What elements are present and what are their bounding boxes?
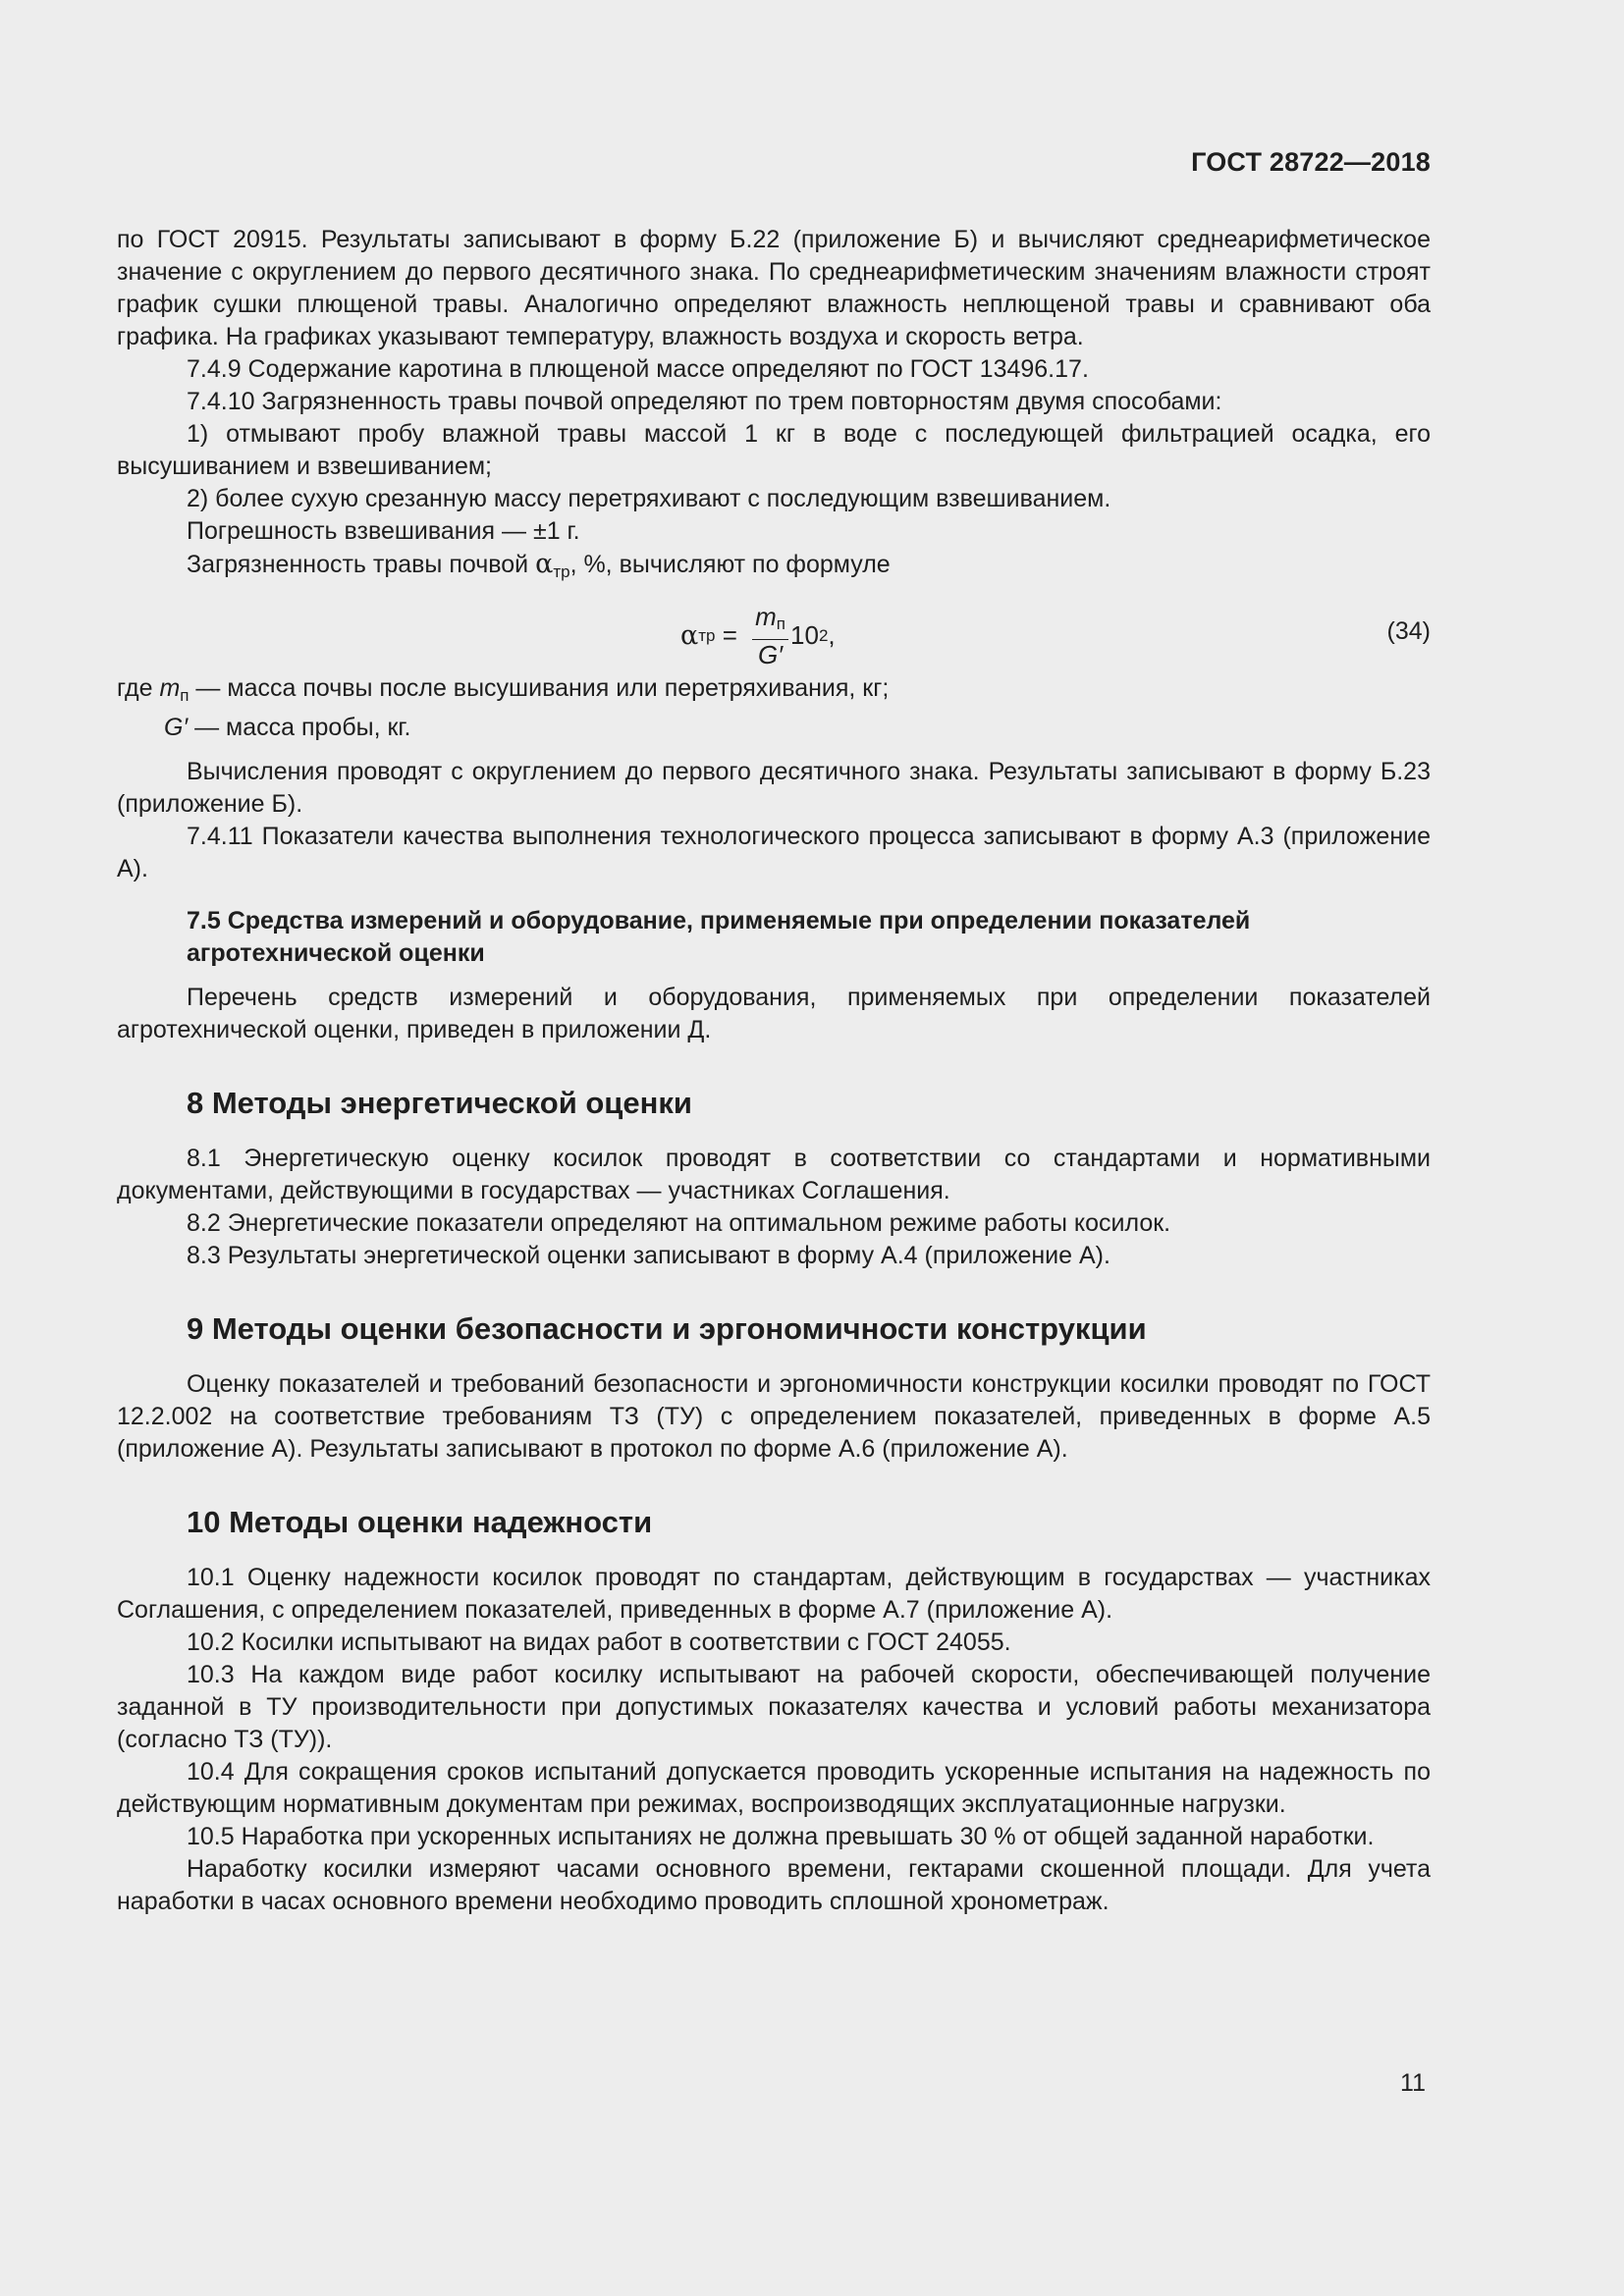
fraction-denominator: G′ [758,640,784,669]
formula-lhs-subscript: тр [698,626,716,645]
paragraph-10-4: 10.4 Для сокращения сроков испытаний допускается проводить ускоренные испытания на надежность по действующим нормативным документам при режимах, воспроизводящих эксплуатационные нагрузки. [117,1758,1431,1818]
alpha-subscript: тр [553,562,570,581]
formula-power: 2 [818,626,829,645]
paragraph-calculation: Вычисления проводят с округлением до первого десятичного знака. Результаты записывают в форму Б.23 (приложение Б). [117,758,1431,818]
formula-equals: = [715,620,745,650]
where-text-2: — масса пробы, кг. [188,714,411,741]
formula-intro [117,548,1431,588]
where-symbol-m: m [159,674,181,702]
document-id-header: ГОСТ 28722—2018 [1191,147,1431,177]
paragraph-7-5: Перечень средств измерений и оборудования, применяемых при определении показателей агротехнической оценки, приведен в приложении Д. [117,984,1431,1043]
paragraph-10-1: 10.1 Оценку надежности косилок проводят по стандартам, действующим в государствах — участниках Соглашения, с определением показателей, приведенных в форме А.7 (приложение А). [117,1564,1431,1624]
paragraph-10-5: 10.5 Наработка при ускоренных испытаниях не должна превышать 30 % от общей заданной наработки. [187,1823,1375,1850]
document-page [117,0,1431,2296]
section-9-title: 9 Методы оценки безопасности и эргономичности конструкции [187,1311,1147,1346]
section-7-5-title: 7.5 Средства измерений и оборудование, применяемые при определении показателей агротехнической оценки [187,907,1251,967]
where-text-1: — масса почвы после высушивания или перетряхивания, кг; [189,674,890,702]
numerator-symbol: m [755,602,777,631]
document-body [117,224,1431,1918]
alpha-symbol: α [535,549,554,579]
paragraph-continuation: по ГОСТ 20915. Результаты записывают в форму Б.22 (приложение Б) и вычисляют среднеарифметическое значение с округлением до первого десятичного знака. По среднеарифметическим значениям влажности строят график сушки плющеной травы. Аналогично определяют влажность неплющеной травы и сравнивают оба графика. На графиках указывают температуру, влажность воздуха и скорость ветра. [117,226,1431,350]
paragraph-8-2: 8.2 Энергетические показатели определяют на оптимальном режиме работы косилок. [187,1209,1171,1237]
formula-factor: 10 [790,620,819,650]
paragraph-10-3: 10.3 На каждом виде работ косилку испытывают на рабочей скорости, обеспечивающей получение заданной в ТУ производительности при допустимых показателях качества и условий работы механизатора (согласно ТЗ (ТУ)). [117,1661,1431,1753]
formula-intro-text: Загрязненность травы почвой [187,551,536,578]
formula-expression [680,602,836,669]
formula-34 [117,596,1431,672]
list-item-2: 2) более сухую срезанную массу перетряхивают с последующим взвешиванием. [187,485,1111,512]
section-8-title: 8 Методы энергетической оценки [187,1086,692,1120]
paragraph-8-3: 8.3 Результаты энергетической оценки записывают в форму А.4 (приложение А). [187,1242,1110,1269]
where-line-1 [117,672,1431,712]
where-prefix: где [117,674,160,702]
paragraph-7-4-9: 7.4.9 Содержание каротина в плющеной массе определяют по ГОСТ 13496.17. [187,355,1089,383]
fraction-numerator [752,602,788,639]
where-symbol-m-subscript: п [180,686,189,705]
paragraph-10-2: 10.2 Косилки испытывают на видах работ в соответствии с ГОСТ 24055. [187,1629,1011,1656]
weighing-error-note: Погрешность взвешивания — ±1 г. [187,517,580,545]
numerator-subscript: п [776,614,786,633]
page-number: 11 [1400,2069,1426,2097]
section-10-title: 10 Методы оценки надежности [187,1505,653,1539]
paragraph-7-4-11: 7.4.11 Показатели качества выполнения технологического процесса записывают в форму А.3 (приложение А). [117,823,1431,882]
formula-lhs: α [680,620,699,651]
where-symbol-g: G′ [164,714,189,741]
equation-number: (34) [1386,617,1431,645]
paragraph-7-4-10: 7.4.10 Загрязненность травы почвой определяют по трем повторностям двумя способами: [187,388,1222,415]
list-item-1: 1) отмывают пробу влажной травы массой 1 кг в воде с последующей фильтрацией осадка, его высушиванием и взвешиванием; [117,420,1431,480]
formula-intro-tail: , %, вычисляют по формуле [569,551,891,578]
paragraph-10-5-cont: Наработку косилки измеряют часами основного времени, гектарами скошенной площади. Для учета наработки в часах основного времени необходимо проводить сплошной хронометраж. [117,1855,1431,1915]
paragraph-9: Оценку показателей и требований безопасности и эргономичности конструкции косилки проводят по ГОСТ 12.2.002 на соответствие требованиям ТЗ (ТУ) с определением показателей, приведенных в форме А.5 (приложение А). Результаты записывают в протокол по форме А.6 (приложение А). [117,1370,1431,1463]
formula-tail: , [828,620,836,650]
where-line-2 [117,712,1431,744]
paragraph-8-1: 8.1 Энергетическую оценку косилок проводят в соответствии со стандартами и нормативными документами, действующими в государствах — участниках Соглашения. [117,1145,1431,1204]
formula-fraction [752,602,788,669]
